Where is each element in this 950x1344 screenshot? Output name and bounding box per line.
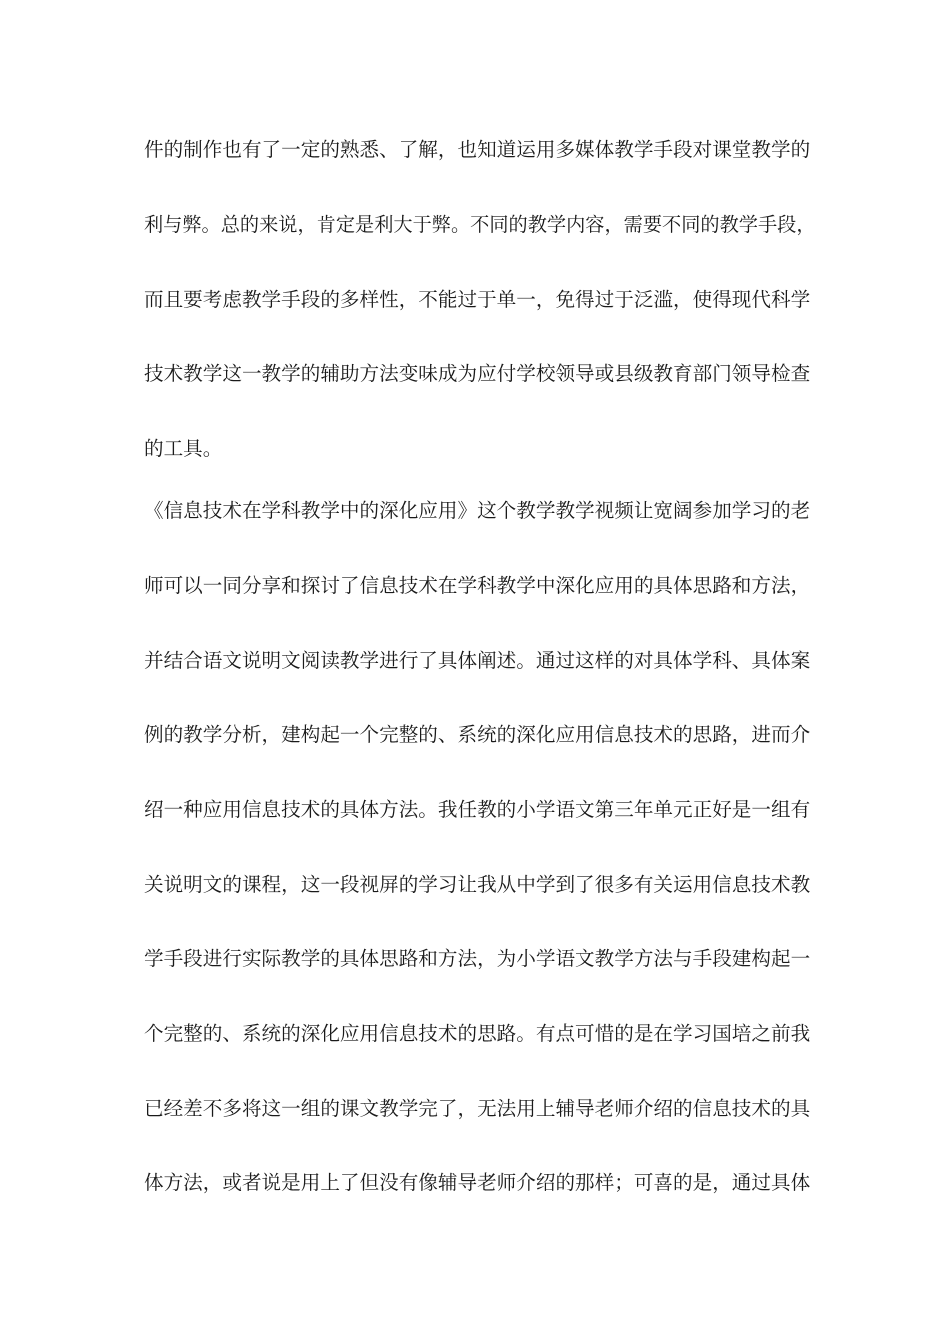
paragraph-line: 体方法，或者说是用上了但没有像辅导老师介绍的那样；可喜的是，通过具体 [144, 1171, 811, 1194]
paragraph-line: 《信息技术在学科教学中的深化应用》这个教学教学视频让宽阔参加学习的老 [144, 499, 811, 522]
paragraph-line: 件的制作也有了一定的熟悉、了解，也知道运用多媒体教学手段对课堂教学的 [144, 138, 811, 161]
paragraph-line: 关说明文的课程，这一段视屏的学习让我从中学到了很多有关运用信息技术教 [144, 873, 811, 896]
paragraph-line: 的工具。 [144, 437, 223, 460]
paragraph-line: 个完整的、系统的深化应用信息技术的思路。有点可惜的是在学习国培之前我 [144, 1022, 811, 1045]
paragraph-line: 而且要考虑教学手段的多样性，不能过于单一，免得过于泛滥，使得现代科学 [144, 288, 811, 311]
paragraph-line: 已经差不多将这一组的课文教学完了，无法用上辅导老师介绍的信息技术的具 [144, 1097, 811, 1120]
paragraph-line: 并结合语文说明文阅读教学进行了具体阐述。通过这样的对具体学科、具体案 [144, 649, 811, 672]
paragraph-line: 技术教学这一教学的辅助方法变味成为应付学校领导或县级教育部门领导检查 [144, 362, 811, 385]
paragraph-line: 绍一种应用信息技术的具体方法。我任教的小学语文第三年单元正好是一组有 [144, 798, 811, 821]
paragraph-line: 例的教学分析，建构起一个完整的、系统的深化应用信息技术的思路，进而介 [144, 723, 811, 746]
paragraph-line: 学手段进行实际教学的具体思路和方法，为小学语文教学方法与手段建构起一 [144, 947, 811, 970]
paragraph-line: 师可以一同分享和探讨了信息技术在学科教学中深化应用的具体思路和方法， [144, 574, 811, 597]
paragraph-line: 利与弊。总的来说，肯定是利大于弊。不同的教学内容，需要不同的教学手段， [144, 213, 816, 236]
